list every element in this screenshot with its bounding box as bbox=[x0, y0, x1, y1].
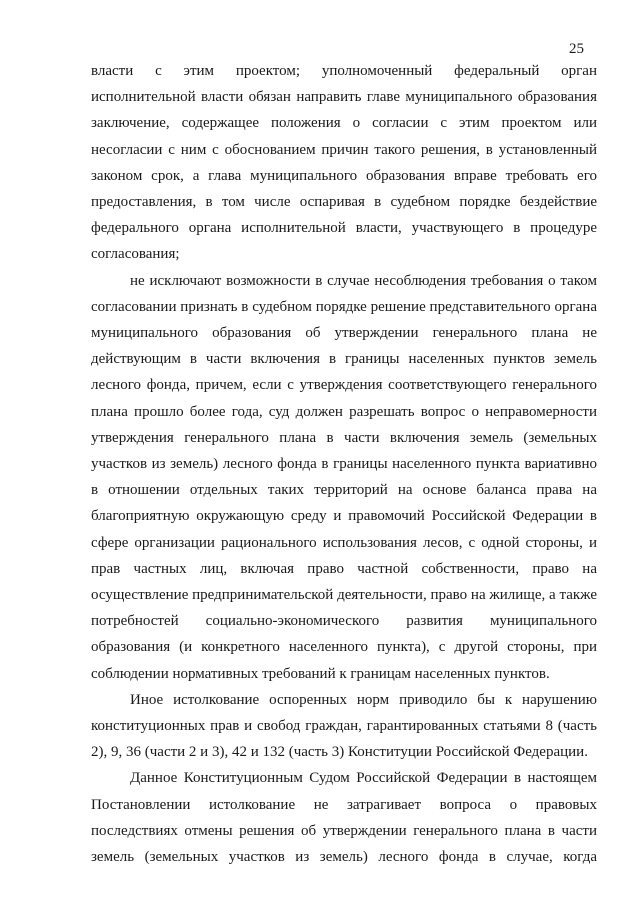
paragraph-4: Данное Конституционным Судом Российской Федерации в настоящем Постановлении истолкование не затрагивает вопроса о правовых последствиях отмены решения об утверждении генерального плана в части земель (земельных участков из земель) лесного фонда в случае, когда bbox=[91, 770, 597, 866]
paragraph-2: не исключают возможности в случае несоблюдения требования о таком согласовании признать в судебном порядке решение представительного органа муниципального образования об утверждении генерального плана не действующим в части включения в границы населенных пунктов земель лесного фонда, причем, если с утверждения соответствующего генерального плана прошло более года, суд должен разрешать вопрос о неправомерности утверждения генерального плана в части включения земель (земельных участков из земель) лесного фонда в границы населенного пункта вариативно в отношении отдельных таких территорий на основе баланса права на благоприятную окружающую среду и правомочий Российской Федерации в сфере организации рационального использования лесов, с одной стороны, и прав частных лиц, включая право частной собственности, право на осуществление предпринимательской деятельности, право на жилище, а также потребностей социально-экономического развития муниципального образования (и конкретного населенного пункта), с другой стороны, при соблюдении нормативных требований к границам населенных пунктов. bbox=[91, 272, 597, 682]
paragraph-1: власти с этим проектом; уполномоченный федеральный орган исполнительной власти обязан направить главе муниципального образования заключение, содержащее положения о согласии с этим проектом или несогласии с ним с обоснованием причин такого решения, в установленный законом срок, а глава муниципального образования вправе требовать его предоставления, в том числе оспаривая в судебном порядке бездействие федерального органа исполнительной власти, участвующего в процедуре согласования; bbox=[91, 63, 597, 263]
page-number: 25 bbox=[569, 41, 584, 57]
paragraph-3: Иное истолкование оспоренных норм приводило бы к нарушению конституционных прав и свобод граждан, гарантированных статьями 8 (часть 2), 9, 36 (части 2 и 3), 42 и 132 (часть 3) Конституции Российской Федерации. bbox=[91, 691, 597, 761]
document-body bbox=[91, 58, 597, 870]
